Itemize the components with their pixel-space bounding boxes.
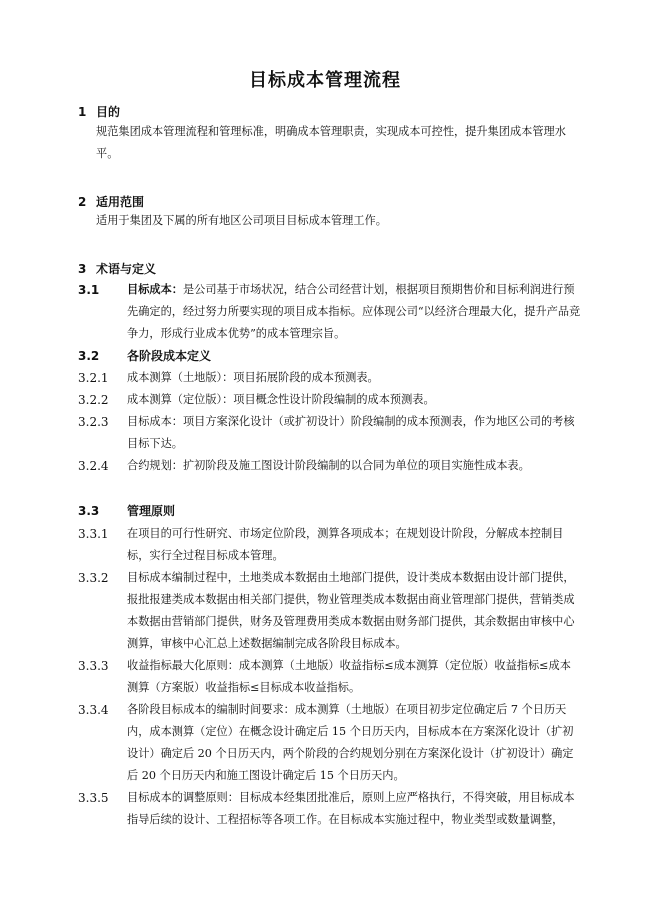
section-heading: 术语与定义 [96, 262, 157, 276]
section-body: 适用于集团及下属的所有地区公司项目目标成本管理工作。 [96, 214, 387, 227]
item-body: 收益指标最大化原则：成本测算（土地版）收益指标≤成本测算（定位版）收益指标≤成本测算（方案版）收益指标≤目标成本收益指标。 [127, 659, 571, 694]
section-body: 规范集团成本管理流程和管理标准，明确成本管理职责，实现成本可控性，提升集团成本管理水平。 [96, 125, 566, 160]
subsection-number: 3.2 [78, 349, 100, 363]
item-body: 目标成本编制过程中，土地类成本数据由土地部门提供，设计类成本数据由设计部门提供，报批报建类成本数据由相关部门提供，物业管理类成本数据由商业管理部门提供，营销类成本数据由营销部门提供，财务及管理费用类成本数据由财务部门提供，其余数据由审核中心测算，审核中心汇总上述数据编制完成各阶段目标成本。 [127, 571, 575, 650]
subsection-body [127, 279, 582, 345]
page-title: 目标成本管理流程 [249, 70, 401, 91]
item-number: 3.2.3 [78, 415, 109, 429]
item-number: 3.2.1 [78, 371, 109, 385]
item-number: 3.3.2 [78, 571, 109, 585]
item-body: 各阶段目标成本的编制时间要求：成本测算（土地版）在项目初步定位确定后 7 个日历天内，成本测算（定位）在概念设计确定后 15 个日历天内，目标成本在方案深化设计（扩初设计）确定后 20 个日历天内，两个阶段的合约规划分别在方案深化设计（扩初设计）确定后 20 个日历天内和施工图设计确定后 15 个日历天内。 [127, 703, 574, 782]
section-number: 3 [78, 262, 87, 276]
item-body: 合约规划：扩初阶段及施工图设计阶段编制的以合同为单位的项目实施性成本表。 [127, 459, 530, 472]
term-label: 目标成本： [127, 283, 183, 296]
subsection-heading: 管理原则 [127, 504, 176, 518]
item-number: 3.2.2 [78, 393, 109, 407]
subsection-number: 3.3 [78, 504, 100, 518]
subsection-number: 3.1 [78, 283, 100, 297]
item-number: 3.3.3 [78, 659, 109, 673]
item-body: 成本测算（土地版）：项目拓展阶段的成本预测表。 [127, 371, 379, 384]
section-heading: 适用范围 [96, 195, 145, 209]
item-body: 目标成本的调整原则：目标成本经集团批准后，原则上应严格执行，不得突破，用目标成本指导后续的设计、工程招标等各项工作。在目标成本实施过程中，物业类型或数量调整， [127, 791, 575, 826]
item-body: 目标成本：项目方案深化设计（或扩初设计）阶段编制的成本预测表，作为地区公司的考核目标下达。 [127, 415, 575, 450]
item-number: 3.2.4 [78, 459, 109, 473]
section-number: 2 [78, 195, 87, 209]
section-number: 1 [78, 105, 87, 119]
item-number: 3.3.4 [78, 703, 109, 717]
item-number: 3.3.5 [78, 791, 109, 805]
term-definition: 是公司基于市场状况，结合公司经营计划，根据项目预期售价和目标利润进行预先确定的，经过努力所要实现的项目成本指标。应体现公司“以经济合理最大化，提升产品竞争力，形成行业成本优势”的成本管理宗旨。 [127, 283, 581, 340]
subsection-heading: 各阶段成本定义 [127, 349, 212, 363]
item-body: 成本测算（定位版）：项目概念性设计阶段编制的成本预测表。 [127, 393, 435, 406]
section-heading: 目的 [96, 105, 121, 119]
item-body: 在项目的可行性研究、市场定位阶段，测算各项成本；在规划设计阶段，分解成本控制目标，实行全过程目标成本管理。 [127, 527, 564, 562]
item-number: 3.3.1 [78, 527, 109, 541]
